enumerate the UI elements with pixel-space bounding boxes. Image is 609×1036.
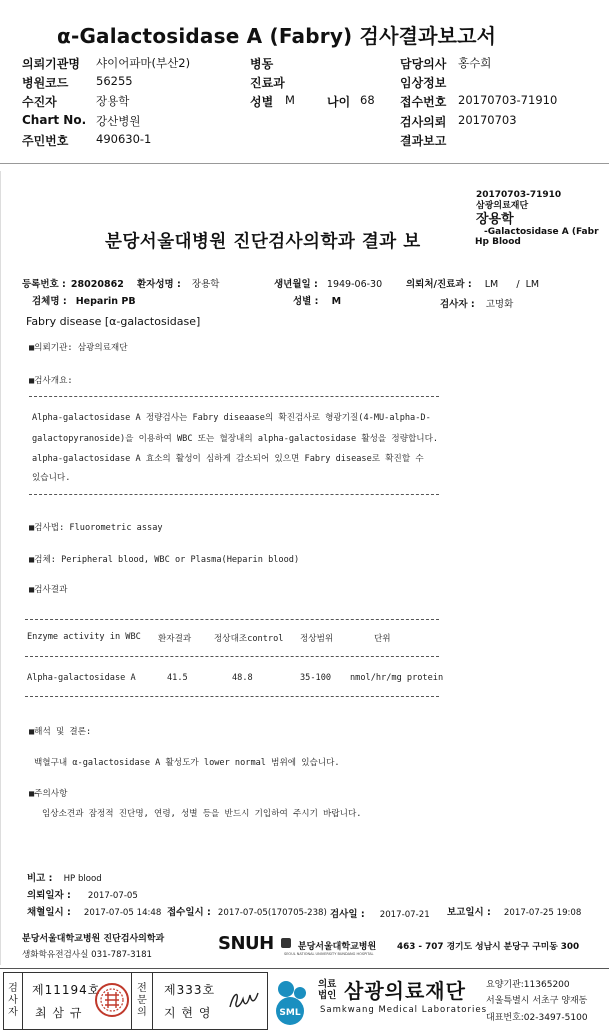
request-date-value: 2017-07-05 (87, 891, 138, 901)
table-cell-control: 48.8 (232, 673, 253, 683)
org-phone: 대표번호:02-3497-5100 (486, 1013, 588, 1023)
specimen-line: ■검체: Peripheral blood, WBC or Plasma(Heparin blood) (29, 555, 300, 565)
org-english: Samkwang Medical Laboratories (320, 1005, 488, 1015)
dept-value: LM / LM (484, 279, 540, 290)
vert-char: 문 (137, 995, 147, 1006)
caution-heading: ■주의사항 (29, 789, 68, 799)
dept-field (406, 272, 539, 291)
label-patient: 수진자 (22, 95, 57, 109)
snuh-emblem-icon (281, 938, 291, 948)
vert-char: 사 (8, 995, 18, 1006)
label-ward: 병동 (250, 57, 274, 71)
dob-label: 생년월일 : (274, 279, 318, 290)
table-cell-patient: 41.5 (167, 673, 188, 683)
header-row-1 (0, 55, 609, 74)
specimen-label: 검체명 : (32, 296, 67, 307)
caution-text: 임상소견과 잠정적 진단명, 연령, 성별 등을 반드시 기입하여 주시기 바랍니다. (42, 809, 362, 819)
legal-entity-label (318, 979, 336, 1001)
sex-value: M (331, 296, 342, 307)
request-date-label: 의뢰일자 : (27, 890, 71, 901)
divider (22, 973, 23, 1029)
divider (152, 973, 153, 1029)
org-code: 요양기관:11365200 (486, 980, 570, 990)
value-receipt-no: 20170703-71910 (458, 93, 558, 107)
divider (29, 494, 439, 495)
collection-value: 2017-07-05 14:48 (83, 908, 162, 918)
receipt-label: 접수일시 : (167, 907, 211, 918)
patient-name-value: 장용학 (191, 279, 220, 290)
specimen-value: Heparin PB (75, 296, 136, 307)
signature-bar (0, 968, 609, 1034)
table-header-range: 정상범위 (300, 634, 334, 644)
footer-lab: 생화학유전검사실 031-787-3181 (22, 950, 153, 960)
footer-address: 463 - 707 경기도 성남시 분당구 구미동 300 (397, 942, 580, 952)
specialist-vertical-label (135, 983, 149, 1019)
report-time-label: 보고일시 : (447, 907, 491, 918)
table-bottom-rule (25, 696, 439, 697)
label-doctor: 담당의사 (400, 57, 447, 71)
method-line: ■검사법: Fluorometric assay (29, 523, 163, 533)
label-sex: 성별 (250, 95, 274, 109)
stamp-patient-name: 장용학 (476, 212, 514, 227)
receipt-stamp (476, 190, 599, 238)
divider (131, 973, 132, 1029)
stamp-number: 20170703-71910 (476, 190, 562, 200)
report-time-value: 2017-07-25 19:08 (503, 908, 582, 918)
value-doctor: 홍수희 (458, 56, 492, 70)
patient-name-label: 환자성명 : (137, 279, 181, 290)
specialist-license: 제333호 (164, 983, 216, 997)
label-result-report: 결과보고 (400, 134, 447, 148)
snuh-logo-korean: 분당서울대학교병원 (297, 942, 377, 952)
page-title: α-Galactosidase A (Fabry) 검사결과보고서 (57, 24, 497, 48)
label-age: 나이 (327, 95, 351, 109)
patient-name-field (137, 272, 219, 291)
specimen-field (32, 289, 136, 308)
exam-date-field (330, 902, 430, 921)
snuh-logo-text: SNUH (218, 933, 274, 954)
test-name: Fabry disease [α-galactosidase] (26, 315, 201, 328)
report-time-field (447, 900, 581, 919)
label-client: 의뢰기관명 (22, 57, 80, 71)
dept-label: 의뢰처/진료과 : (406, 279, 472, 290)
vert-char: 의 (137, 1007, 147, 1018)
header-row-4 (0, 113, 609, 132)
sml-logo-text: SML (279, 1008, 301, 1018)
org-address: 서울특별시 서초구 양재동 (486, 996, 588, 1006)
value-client: 샤이어파마(부산2) (96, 56, 191, 70)
header-row-3 (0, 93, 609, 112)
vert-char: 검 (8, 983, 18, 994)
table-header-unit: 단위 (374, 634, 391, 644)
remark-value: HP blood (63, 874, 102, 884)
value-hospital-code: 56255 (96, 74, 133, 88)
table-header-control: 정상대조control (214, 634, 284, 644)
value-patient: 장용학 (96, 94, 130, 108)
stamp-specimen: Hp Blood (475, 237, 521, 247)
collection-label: 채혈일시 : (27, 907, 71, 918)
vert-char: 자 (8, 1007, 18, 1018)
reg-no-label: 등록번호 : (22, 279, 66, 290)
value-sex: M (285, 93, 295, 107)
exam-date-label: 검사일 : (330, 909, 365, 920)
remark-label: 비고 : (27, 873, 53, 884)
label-department: 진료과 (250, 76, 285, 90)
header-row-2 (0, 74, 609, 93)
receipt-value: 2017-07-05(170705-238) (217, 908, 327, 918)
value-request: 20170703 (458, 113, 517, 127)
table-cell-enzyme: Alpha-galactosidase A (27, 673, 136, 683)
dob-value: 1949-06-30 (326, 279, 383, 290)
overview-line-2: galactopyranoside)을 이용하여 WBC 또는 혈장내의 alpha-galactosidase 활성을 정량합니다. (32, 434, 439, 444)
snuh-logo (218, 933, 376, 956)
label-request: 검사의뢰 (400, 115, 447, 129)
header-divider (0, 163, 609, 164)
label-receipt-no: 접수번호 (400, 95, 447, 109)
examiner-vertical-label (6, 983, 20, 1019)
specialist-signature-icon (226, 987, 260, 1013)
label-hospital-code: 병원코드 (22, 76, 69, 90)
exam-date-value: 2017-07-21 (379, 910, 430, 920)
label-chart-no: Chart No. (22, 113, 87, 127)
examiner-value: 고명화 (485, 299, 514, 310)
interpretation-text: 백혈구내 α-galactosidase A 활성도가 lower normal 범위에 있습니다. (34, 758, 340, 768)
table-top-rule (25, 619, 439, 620)
specialist-name: 지 현 영 (164, 1006, 212, 1020)
table-cell-range: 35-100 (300, 673, 332, 683)
sex-field (293, 289, 341, 308)
snuh-logo-sub: SEOUL NATIONAL UNIVERSITY BUNDANG HOSPITAL (284, 952, 374, 956)
examiner-license: 제11194호 (32, 983, 101, 997)
overview-line-1: Alpha-galactosidase A 정량검사는 Fabry diseaase의 확진검사로 형광기질(4-MU-alpha-D- (32, 413, 431, 423)
divider (29, 396, 439, 397)
value-age: 68 (360, 93, 375, 107)
stamp-test: -Galactosidase A (Fabr (484, 227, 599, 237)
table-cell-unit: nmol/hr/mg protein (350, 673, 444, 683)
table-mid-rule (25, 656, 439, 657)
overview-line-4: 있습니다. (32, 473, 71, 483)
value-resident-no: 490630-1 (96, 132, 152, 146)
examiner-name: 최 삼 규 (35, 1006, 83, 1020)
overview-line-3: alpha-galactosidase A 효소의 활성이 심하게 감소되어 있으면 Fabry disease로 확진할 수 (32, 454, 424, 464)
receipt-field (167, 900, 327, 919)
scanned-report (0, 171, 609, 965)
header-row-5 (0, 132, 609, 151)
interpretation-heading: ■해석 및 결론: (29, 727, 92, 737)
examiner-field (440, 292, 513, 311)
label-clinical-info: 임상정보 (400, 76, 447, 90)
reg-no-value: 28020862 (70, 279, 124, 290)
legal-label-line: 법인 (318, 990, 337, 1001)
sex-label: 성별 : (293, 296, 319, 307)
table-header-patient: 환자결과 (158, 634, 192, 644)
referring-org: ■의뢰기관: 삼광의료재단 (29, 343, 128, 353)
overview-heading: ■검사개요: (29, 376, 73, 386)
vert-char: 전 (137, 983, 147, 994)
legal-label-line: 의료 (318, 979, 337, 990)
label-resident-no: 주민번호 (22, 134, 69, 148)
result-heading: ■검사결과 (29, 585, 68, 595)
table-header-enzyme: Enzyme activity in WBC (27, 632, 141, 642)
stamp-org: 삼광의료재단 (476, 201, 529, 211)
examiner-label: 검사자 : (440, 299, 475, 310)
signature-box (3, 972, 268, 1030)
report-title: 분당서울대병원 진단검사의학과 결과 보 (105, 232, 421, 252)
value-chart-no: 강산병원 (96, 114, 141, 128)
org-name: 삼광의료재단 (344, 979, 466, 1003)
footer-hospital: 분당서울대학교병원 진단검사의학과 (22, 934, 165, 944)
collection-field (27, 900, 161, 919)
examiner-seal-icon (94, 982, 130, 1018)
sml-logo-icon (272, 977, 312, 1029)
